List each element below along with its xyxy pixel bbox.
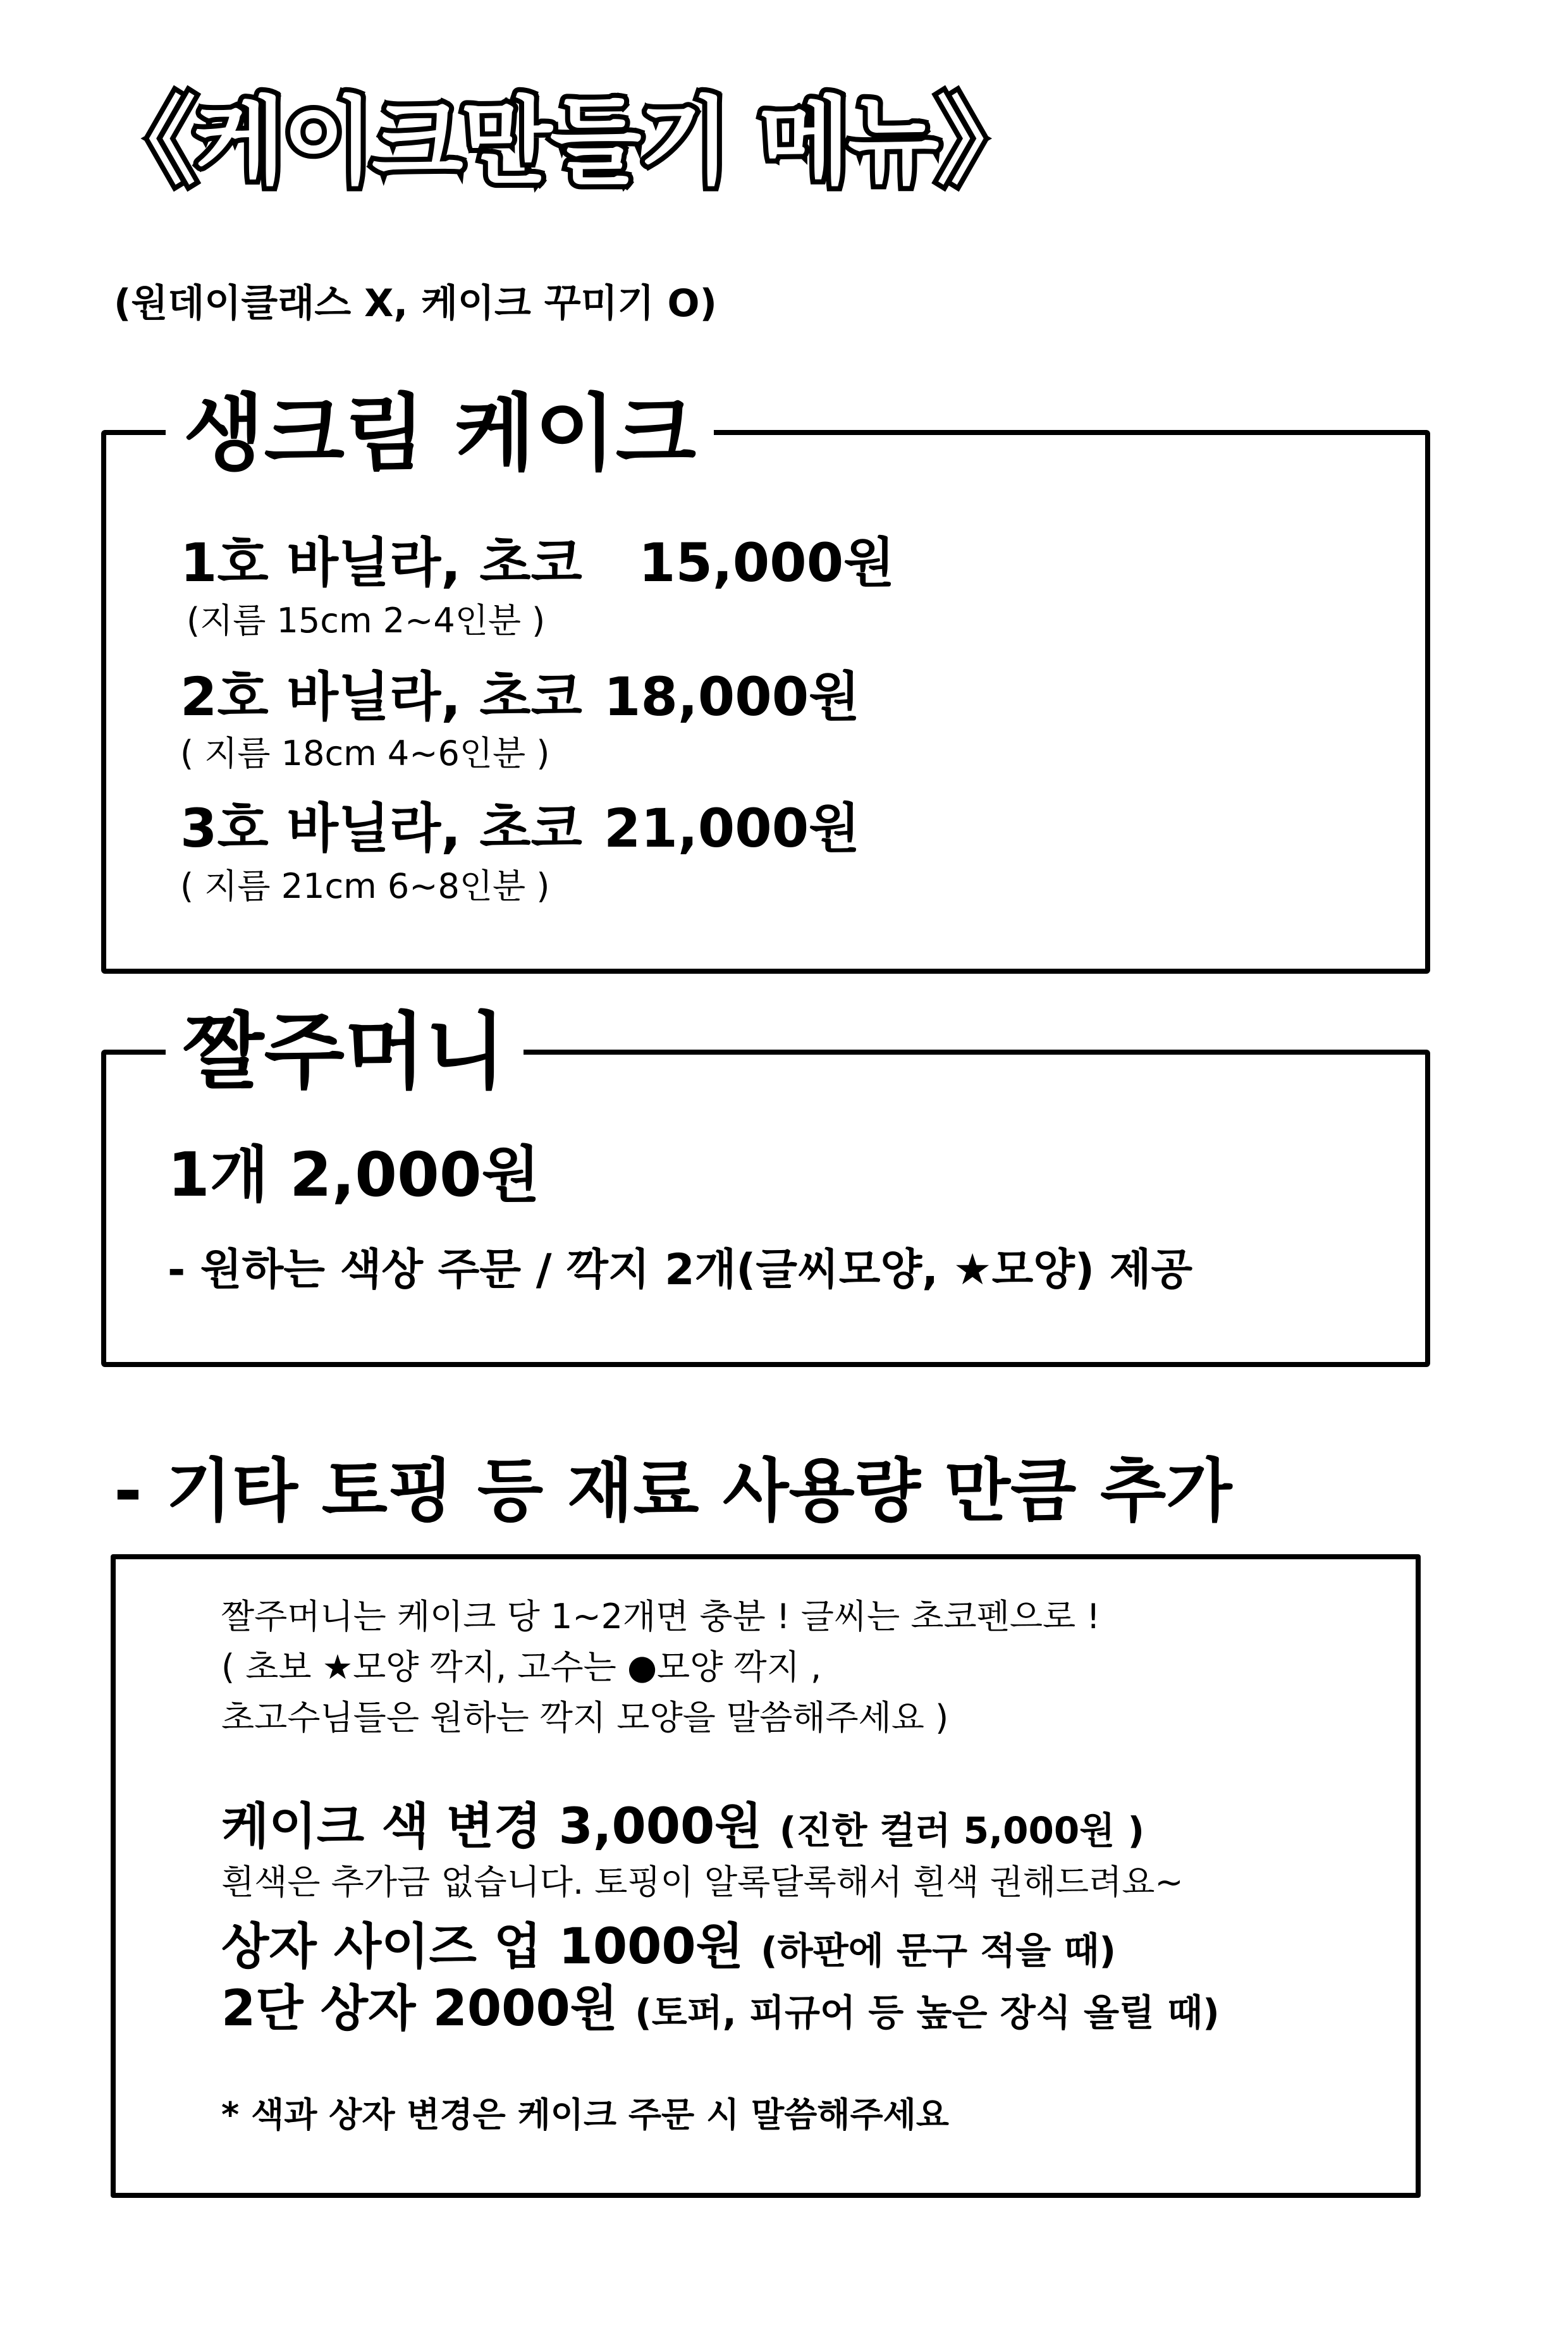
box-size-note: (하판에 문구 적을 때) [761,1929,1116,1972]
two-tier-price: 2단 상자 2000원 [221,1980,618,2037]
size-2-label: 2호 바닐라, 초코 [180,666,582,728]
size-3-price: 21,000원 [604,797,861,859]
fresh-cream-heading: 생크림 케이크 [166,392,714,475]
size-3-note: ( 지름 21cm 6~8인분 ) [180,866,550,906]
color-change-row [221,1798,1144,1855]
piping-bag-heading: 짤주머니 [166,1010,524,1094]
page-subtitle: (원데이클래스 X, 케이크 꾸미기 O) [114,281,717,326]
other-toppings-heading: - 기타 토핑 등 재료 사용량 만큼 추가 [114,1452,1232,1531]
size-2-note: ( 지름 18cm 4~6인분 ) [180,733,550,773]
size-1-label: 1호 바닐라, 초코 [180,532,582,594]
page-title: 《케이크만들기 메뉴》 [101,87,1029,197]
size-1-price: 15,000원 [639,532,895,594]
info-footnote: * 색과 상자 변경은 케이크 주문 시 말씀해주세요 [221,2095,949,2135]
size-2-price: 18,000원 [604,666,861,728]
piping-bag-note: - 원하는 색상 주문 / 깍지 2개(글씨모양, ★모양) 제공 [168,1245,1193,1295]
white-color-note: 흰색은 추가금 없습니다. 토핑이 알록달록해서 흰색 권해드려요~ [221,1862,1184,1902]
size-1-note: (지름 15cm 2~4인분 ) [187,601,546,641]
color-change-price: 케이크 색 변경 3,000원 [221,1798,763,1855]
box-size-row [221,1918,1116,1975]
color-change-note: (진한 컬러 5,000원 ) [779,1809,1144,1852]
two-tier-note: (토퍼, 피규어 등 높은 장식 올릴 때) [635,1991,1220,2034]
info-tip-line-3: 초고수님들은 원하는 깍지 모양을 말씀해주세요 ) [221,1698,949,1738]
box-size-price: 상자 사이즈 업 1000원 [221,1918,744,1975]
piping-bag-price: 1개 2,000원 [168,1139,541,1210]
two-tier-row [221,1980,1220,2037]
info-tip-line-2: ( 초보 ★모양 깍지, 고수는 ●모양 깍지 , [221,1647,822,1687]
size-3-label: 3호 바닐라, 초코 [180,797,582,859]
info-tip-line-1: 짤주머니는 케이크 당 1~2개면 충분 ! 글씨는 초코펜으로 ! [221,1597,1101,1636]
